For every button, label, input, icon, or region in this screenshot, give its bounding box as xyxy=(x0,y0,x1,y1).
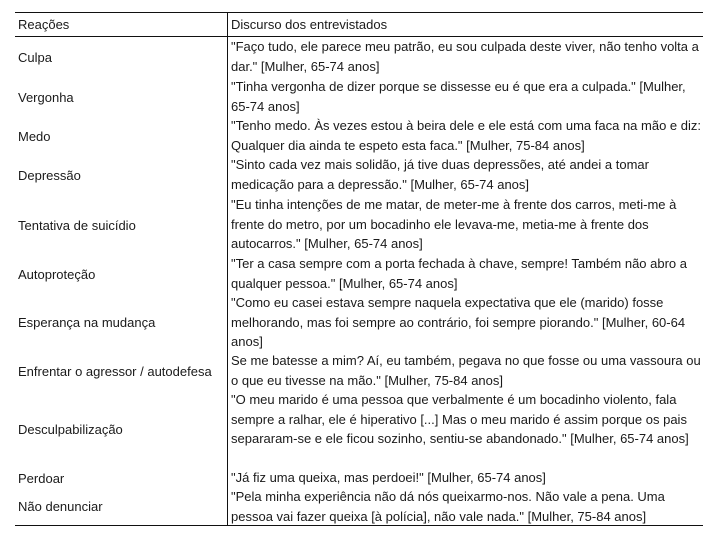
reaction-cell: Depressão xyxy=(15,155,228,195)
reaction-cell: Medo xyxy=(15,116,228,155)
table-body xyxy=(15,37,703,525)
table-row xyxy=(15,155,703,195)
discourse-cell: "Tenho medo. Às vezes estou à beira dele e ele está com uma faca na mão e diz: Qualquer dia ainda te espeto esta faca." [Mulher, 75-84 anos] xyxy=(231,118,701,153)
reaction-cell: Culpa xyxy=(15,37,228,77)
table-row xyxy=(15,254,703,293)
discourse-cell: "Já fiz uma queixa, mas perdoei!" [Mulher, 65-74 anos] xyxy=(231,470,546,485)
reaction-cell: Não denunciar xyxy=(15,487,228,525)
table-row xyxy=(15,195,703,254)
discourse-cell: "O meu marido é uma pessoa que verbalmente é um bocadinho violento, fala sempre a ralhar, ele é hiperativo [...] Mas o meu marido é assim porque os pais separaram-se e ele ficou sozinho, sentiu-se abandonado." [Mulher, 65-74 anos] xyxy=(231,392,689,446)
discourse-cell: "Eu tinha intenções de me matar, de meter-me à frente dos carros, meti-me à frente do metro, por um bocadinho ele levava-me, metia-me à frente dos autocarros." [Mulher, 65-74 anos] xyxy=(231,197,677,251)
table-row xyxy=(15,116,703,155)
discourse-cell: "Faço tudo, ele parece meu patrão, eu sou culpada deste viver, não tenho volta a dar." [Mulher, 65-74 anos] xyxy=(231,39,699,74)
table-row xyxy=(15,487,703,525)
table-row xyxy=(15,77,703,116)
discourse-cell: "Pela minha experiência não dá nós queixarmo-nos. Não vale a pena. Uma pessoa vai fazer queixa [à polícia], não vale nada." [Mulher, 75-84 anos] xyxy=(231,489,665,524)
discourse-cell: "Ter a casa sempre com a porta fechada à chave, sempre! Também não abro a qualquer pessoa." [Mulher, 65-74 anos] xyxy=(231,256,688,291)
table-row xyxy=(15,293,703,351)
discourse-cell: Se me batesse a mim? Aí, eu também, pegava no que fosse ou uma vassoura ou o que eu tivesse na mão." [Mulher, 75-84 anos] xyxy=(231,353,701,388)
table-row xyxy=(15,37,703,77)
reaction-cell: Autoproteção xyxy=(15,254,228,293)
table-row xyxy=(15,351,703,390)
header-discourse: Discurso dos entrevistados xyxy=(231,16,388,32)
reaction-cell: Perdoar xyxy=(15,468,228,487)
reaction-cell: Vergonha xyxy=(15,77,228,116)
table-row xyxy=(15,468,703,487)
header-reactions: Reações xyxy=(15,13,228,36)
table-row xyxy=(15,390,703,468)
reaction-cell: Desculpabilização xyxy=(15,390,228,468)
reactions-table xyxy=(15,12,703,526)
reaction-cell: Esperança na mudança xyxy=(15,293,228,351)
table-header-row xyxy=(15,13,703,37)
reaction-cell: Tentativa de suicídio xyxy=(15,195,228,254)
discourse-cell: "Sinto cada vez mais solidão, já tive duas depressões, até andei a tomar medicação para a depressão." [Mulher, 65-74 anos] xyxy=(231,157,649,192)
discourse-cell: "Como eu casei estava sempre naquela expectativa que ele (marido) fosse melhorando, mas foi sempre ao contrário, foi sempre piorando." [Mulher, 60-64 anos] xyxy=(231,295,686,349)
reaction-cell: Enfrentar o agressor / autodefesa xyxy=(15,351,228,390)
discourse-cell: "Tinha vergonha de dizer porque se dissesse eu é que era a culpada." [Mulher, 65-74 anos] xyxy=(231,79,686,114)
